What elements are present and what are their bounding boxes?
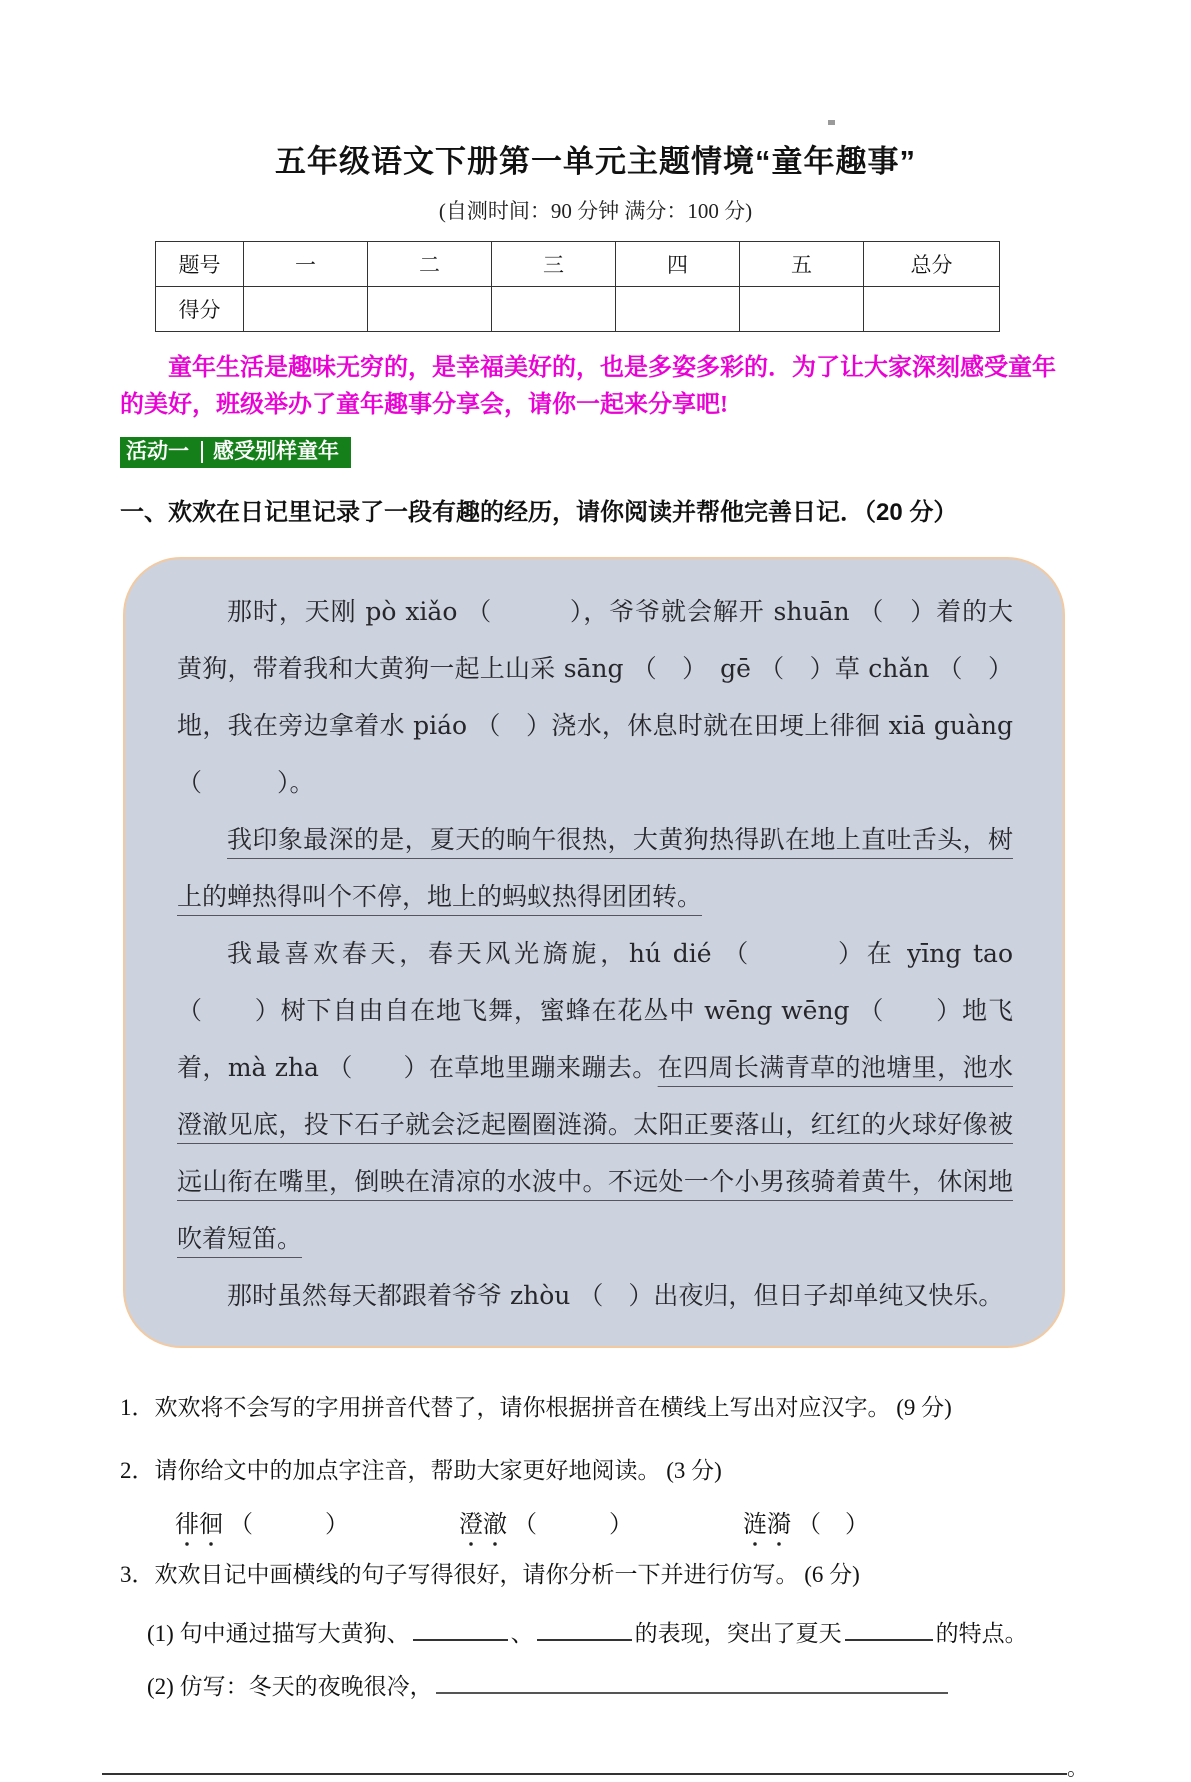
pinyin-item-lianyi[interactable] <box>743 1504 869 1539</box>
diary-paragraph-4: 那时虽然每天都跟着爷爷 zhòu （ ）出夜归，但日子却单纯又快乐。 <box>227 1281 1004 1310</box>
question-3-2 <box>120 1671 1071 1703</box>
diary-underlined-sentence: 我印象最深的是，夏天的晌午很热，大黄狗热得趴在地上直吐舌头，树上的蝉热得叫个不停，地上的蚂蚁热得团团转。 <box>177 825 1013 911</box>
stray-print-mark <box>828 120 835 125</box>
score-table-col-2: 二 <box>368 242 492 287</box>
diary-paragraph-3 <box>177 925 1013 1267</box>
answer-blank[interactable] <box>537 1619 632 1641</box>
diary-paragraph-2 <box>177 811 1013 925</box>
score-cell[interactable] <box>616 287 740 332</box>
activity-banner <box>120 437 351 468</box>
answer-paren[interactable]: （ ） <box>229 1512 349 1538</box>
question-3-text: 3．欢欢日记中画横线的句子写得很好，请你分析一下并进行仿写。 (6 分) <box>120 1562 860 1587</box>
diary-underlined-sentence: 在四周长满青草的池塘里，池水澄澈见底，投下石子就会泛起圈圈涟漪。太阳正要落山，红红的火球好像被远山衔在嘴里，倒映在清凉的水波中。不远处一个小男孩骑着黄牛，休闲地吹着短笛。 <box>177 1053 1013 1253</box>
activity-title: 感受别样童年 <box>213 440 339 463</box>
diary-segment-normal: 我最喜欢春天，春天风光旖旎，hú dié （ ）在 yīng tao （ ）树下自由自在地飞舞，蜜蜂在花丛中 wēng wēng （ ）地飞着，mà zha （ ）在草地里蹦来蹦去。 <box>177 939 1013 1082</box>
pinyin-item-chengche[interactable] <box>459 1504 633 1539</box>
score-table <box>155 241 1000 332</box>
score-cell[interactable] <box>740 287 864 332</box>
q3-1-text: 的特点。 <box>935 1621 1028 1646</box>
score-cell[interactable] <box>492 287 616 332</box>
answer-paren[interactable]: （ ） <box>797 1512 869 1538</box>
q3-2-label: (2) 仿写：冬天的夜晚很冷， <box>147 1674 433 1699</box>
score-row-label: 得分 <box>156 287 244 332</box>
pinyin-annotation-row <box>120 1504 1071 1539</box>
score-table-col-total: 总分 <box>864 242 1000 287</box>
answer-line[interactable] <box>102 1753 1067 1775</box>
page-title: 五年级语文下册第一单元主题情境“童年趣事” <box>275 144 916 179</box>
dotted-word: 澄澈 <box>459 1512 507 1548</box>
question-1-text: 1．欢欢将不会写的字用拼音代替了，请你根据拼音在横线上写出对应汉字。 (9 分) <box>120 1395 952 1420</box>
activity-divider <box>201 441 203 463</box>
q3-1-text: 的表现，突出了夏天 <box>634 1621 842 1646</box>
diary-card <box>123 557 1065 1348</box>
score-table-col-3: 三 <box>492 242 616 287</box>
answer-blank[interactable] <box>413 1619 508 1641</box>
pinyin-item-paihuai[interactable] <box>175 1504 349 1539</box>
q3-1-text: (1) 句中通过描写大黄狗、 <box>147 1621 410 1646</box>
dotted-word: 涟漪 <box>743 1512 791 1548</box>
score-table-score-row <box>156 287 1000 332</box>
score-cell[interactable] <box>244 287 368 332</box>
score-cell[interactable] <box>368 287 492 332</box>
score-table-col-4: 四 <box>616 242 740 287</box>
section-one-heading: 一、欢欢在日记里记录了一段有趣的经历，请你阅读并帮他完善日记．（20 分） <box>120 499 958 526</box>
intro-text: 童年生活是趣味无穷的，是幸福美好的，也是多姿多彩的．为了让大家深刻感受童年的美好，班级举办了童年趣事分享会，请你一起来分享吧! <box>120 355 1056 418</box>
answer-blank[interactable] <box>845 1619 933 1641</box>
activity-badge: 活动一 <box>126 440 189 463</box>
score-table-header-row <box>156 242 1000 287</box>
score-table-col-5: 五 <box>740 242 864 287</box>
answer-line[interactable] <box>436 1672 948 1694</box>
question-2-text: 2．请你给文中的加点字注音，帮助大家更好地阅读。 (3 分) <box>120 1458 722 1483</box>
score-table-header-label: 题号 <box>156 242 244 287</box>
dotted-word: 徘徊 <box>175 1512 223 1548</box>
final-answer-line-row <box>102 1752 1088 1782</box>
score-table-col-1: 一 <box>244 242 368 287</box>
diary-paragraph-1: 那时，天刚 pò xiǎo （ ），爷爷就会解开 shuān （ ）着的大黄狗，带着我和大黄狗一起上山采 sāng （ ） gē （ ）草 chǎn （ ）地，我在旁边拿着水 piáo （ ）浇水，休息时就在田埂上徘徊 xiā guàng （ ）。 <box>177 597 1013 797</box>
score-cell[interactable] <box>864 287 1000 332</box>
q3-1-text: 、 <box>510 1621 534 1646</box>
sentence-period: 。 <box>1067 1756 1088 1780</box>
question-3-1 <box>120 1618 1071 1650</box>
answer-paren[interactable]: （ ） <box>513 1512 633 1538</box>
page-subtitle: (自测时间：90 分钟 满分：100 分) <box>438 199 753 223</box>
